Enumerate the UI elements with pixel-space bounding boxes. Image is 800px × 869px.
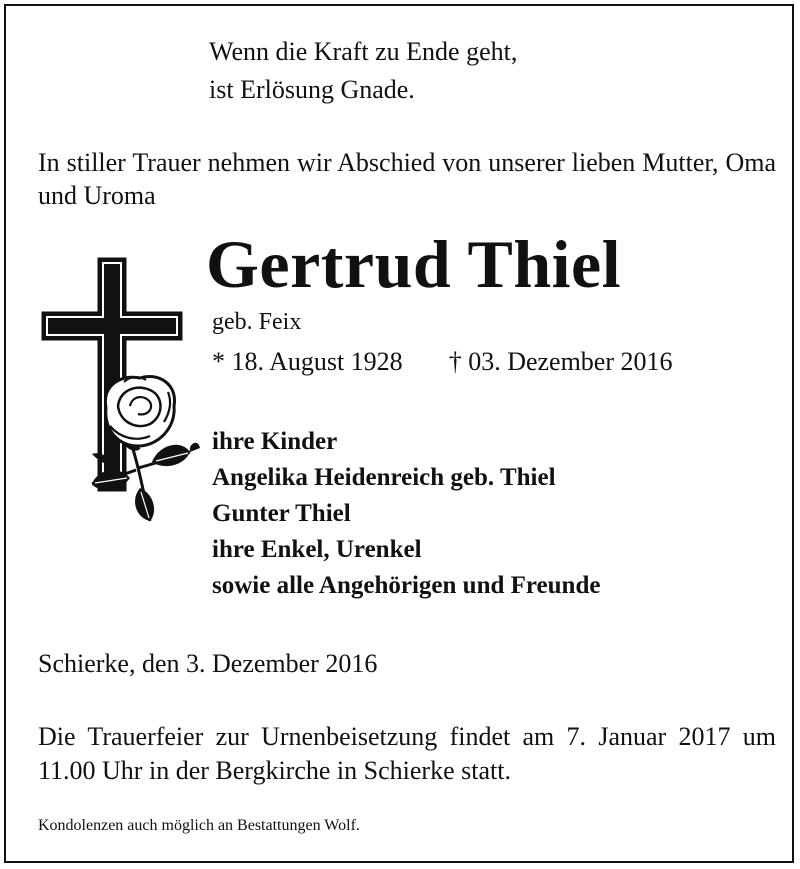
life-dates [212, 346, 673, 378]
mourner-line: ihre Enkel, Urenkel [212, 536, 422, 563]
mourners-list [212, 424, 600, 604]
motto-line-2: ist Erlösung Gnade. [209, 75, 415, 104]
mourner-line: Angelika Heidenreich geb. Thiel [212, 464, 556, 491]
cross-and-rose-emblem [40, 256, 208, 546]
mourner-line: ihre Kinder [212, 428, 338, 455]
birth-date: * 18. August 1928 [212, 347, 403, 376]
condolences-note: Kondolenzen auch möglich an Bestattungen Wolf. [38, 817, 360, 834]
intro-text: In stiller Trauer nehmen wir Abschied von unserer lieben Mutter, Oma und Uroma [38, 148, 776, 210]
obituary-notice [4, 4, 794, 863]
motto-line-1: Wenn die Kraft zu Ende geht, [209, 37, 518, 66]
motto [209, 33, 517, 109]
deceased-name: Gertrud Thiel [206, 226, 622, 302]
funeral-info: Die Trauerfeier zur Urnenbeisetzung findet am 7. Januar 2017 um 11.00 Uhr in der Bergkirche in Schierke statt. [38, 722, 776, 785]
birth-name: geb. Feix [212, 309, 302, 335]
mourner-line: sowie alle Angehörigen und Freunde [212, 572, 601, 599]
mourner-line: Gunter Thiel [212, 500, 351, 527]
place-and-date: Schierke, den 3. Dezember 2016 [38, 649, 378, 678]
death-date: † 03. Dezember 2016 [448, 347, 673, 376]
